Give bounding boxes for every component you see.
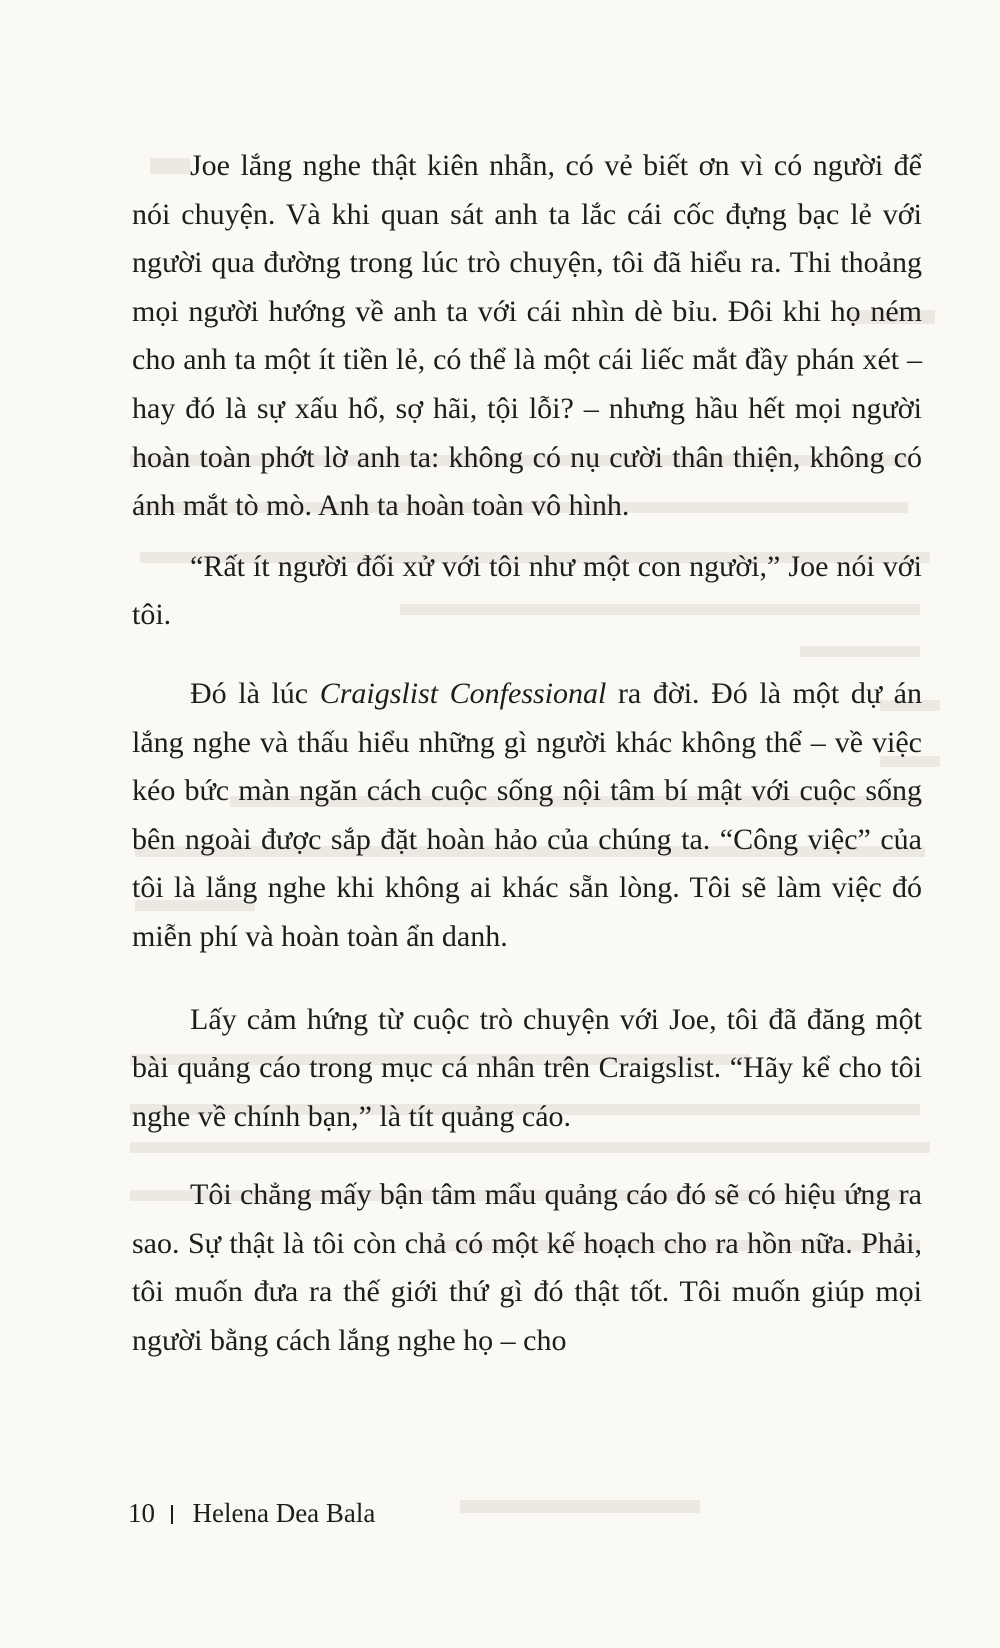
paragraph-1: Joe lắng nghe thật kiên nhẫn, có vẻ biết ơn vì có người để nói chuyện. Và khi quan sát anh ta lắc cái cốc đựng bạc lẻ với người qua đường trong lúc trò chuyện, tôi đã hiểu ra. Thi thoảng mọi người hướng về anh ta với cái nhìn dè bỉu. Đôi khi họ ném cho anh ta một ít tiền lẻ, có thể là một cái liếc mắt đầy phán xét – hay đó là sự xấu hổ, sợ hãi, tội lỗi? – nhưng hầu hết mọi người hoàn toàn phớt lờ anh ta: không có nụ cười thân thiện, không có ánh mắt tò mò. Anh ta hoàn toàn vô hình. [132,149,922,523]
paragraph-3-rest: ra đời. Đó là một dự án lắng nghe và thấu hiểu những gì người khác không thể – về việc kéo bức màn ngăn cách cuộc sống nội tâm bí mật với cuộc sống bên ngoài được sắp đặt hoàn hảo của chúng ta. “Công việc” của tôi là lắng nghe khi không ai khác sẵn lòng. Tôi sẽ làm việc đó miễn phí và hoàn toàn ẩn danh. [132,676,922,953]
paragraph-3 [132,670,922,962]
page-footer [128,1498,375,1529]
project-name: Craigslist Confessional [319,676,607,710]
paragraph-3-lead: Đó là lúc [190,676,320,710]
page-number: 10 [128,1498,155,1528]
paragraph-5: Tôi chẳng mấy bận tâm mẩu quảng cáo đó sẽ có hiệu ứng ra sao. Sự thật là tôi còn chả có một kế hoạch cho ra hồn nữa. Phải, tôi muốn đưa ra thế giới thứ gì đó thật tốt. Tôi muốn giúp mọi người bằng cách lắng nghe họ – cho [132,1178,922,1358]
paragraph-2: “Rất ít người đối xử với tôi như một con người,” Joe nói với tôi. [132,549,922,632]
body-text [132,142,922,1366]
author-name: Helena Dea Bala [192,1498,376,1528]
paragraph-4: Lấy cảm hứng từ cuộc trò chuyện với Joe, tôi đã đăng một bài quảng cáo trong mục cá nhân trên Craigslist. “Hãy kể cho tôi nghe về chính bạn,” là tít quảng cáo. [132,1002,922,1133]
footer-separator [171,1505,173,1524]
